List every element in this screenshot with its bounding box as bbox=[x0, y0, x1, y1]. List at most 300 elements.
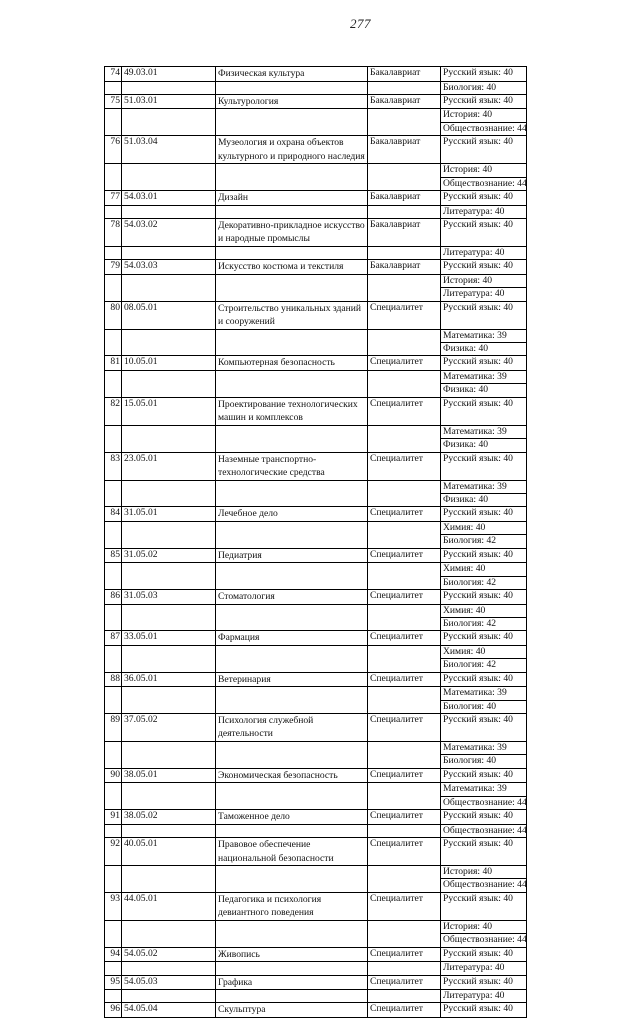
program-code-empty bbox=[122, 783, 216, 796]
program-name-empty bbox=[216, 329, 368, 342]
row-number: 85 bbox=[105, 548, 122, 563]
exam-subject-score: Биология: 42 bbox=[441, 659, 527, 672]
exam-subject-score: Биология: 40 bbox=[441, 700, 527, 713]
admission-requirements-table bbox=[104, 66, 527, 1018]
education-level: Специалитет bbox=[368, 810, 441, 825]
program-name-empty bbox=[216, 755, 368, 768]
education-level-empty bbox=[368, 205, 441, 218]
program-name-empty bbox=[216, 687, 368, 700]
row-number-empty bbox=[105, 288, 122, 301]
table-row bbox=[105, 439, 527, 452]
exam-subject-score: Физика: 40 bbox=[441, 384, 527, 397]
education-level: Специалитет bbox=[368, 713, 441, 741]
program-name-empty bbox=[216, 741, 368, 754]
exam-subject-score: Русский язык: 40 bbox=[441, 1003, 527, 1018]
education-level: Бакалавриат bbox=[368, 94, 441, 109]
program-name-empty bbox=[216, 535, 368, 548]
table-row bbox=[105, 768, 527, 783]
program-code: 38.05.02 bbox=[122, 810, 216, 825]
row-number-empty bbox=[105, 246, 122, 259]
row-number-empty bbox=[105, 439, 122, 452]
exam-subject-score: Русский язык: 40 bbox=[441, 356, 527, 371]
education-level: Специалитет bbox=[368, 838, 441, 866]
row-number: 77 bbox=[105, 191, 122, 206]
program-name-empty bbox=[216, 783, 368, 796]
table-row bbox=[105, 866, 527, 879]
education-level: Специалитет bbox=[368, 590, 441, 605]
education-level-empty bbox=[368, 480, 441, 493]
program-code: 51.03.01 bbox=[122, 94, 216, 109]
program-code-empty bbox=[122, 177, 216, 190]
row-number-empty bbox=[105, 164, 122, 177]
program-name: Музеология и охрана объектов культурного и природного наследия bbox=[216, 136, 368, 164]
program-name-empty bbox=[216, 177, 368, 190]
program-code-empty bbox=[122, 824, 216, 837]
table-row bbox=[105, 962, 527, 975]
education-level: Бакалавриат bbox=[368, 67, 441, 82]
program-name-empty bbox=[216, 700, 368, 713]
table-row bbox=[105, 191, 527, 206]
program-name-empty bbox=[216, 962, 368, 975]
program-code-empty bbox=[122, 480, 216, 493]
program-name-empty bbox=[216, 920, 368, 933]
program-code: 31.05.03 bbox=[122, 590, 216, 605]
exam-subject-score: Русский язык: 40 bbox=[441, 260, 527, 275]
table-row bbox=[105, 218, 527, 246]
education-level: Специалитет bbox=[368, 507, 441, 522]
program-code: 54.05.02 bbox=[122, 947, 216, 962]
row-number-empty bbox=[105, 494, 122, 507]
row-number: 94 bbox=[105, 947, 122, 962]
program-code: 51.03.04 bbox=[122, 136, 216, 164]
program-name: Экономическая безопасность bbox=[216, 768, 368, 783]
program-code-empty bbox=[122, 122, 216, 135]
table-row bbox=[105, 576, 527, 589]
table-row bbox=[105, 94, 527, 109]
education-level-empty bbox=[368, 755, 441, 768]
program-name-empty bbox=[216, 617, 368, 630]
program-name-empty bbox=[216, 521, 368, 534]
program-name: Таможенное дело bbox=[216, 810, 368, 825]
program-code: 36.05.01 bbox=[122, 672, 216, 687]
row-number: 93 bbox=[105, 892, 122, 920]
program-name: Психология служебной деятельности bbox=[216, 713, 368, 741]
row-number-empty bbox=[105, 879, 122, 892]
exam-subject-score: Математика: 39 bbox=[441, 329, 527, 342]
exam-subject-score: Обществознание: 44 bbox=[441, 879, 527, 892]
exam-subject-score: История: 40 bbox=[441, 109, 527, 122]
row-number: 84 bbox=[105, 507, 122, 522]
table-row bbox=[105, 164, 527, 177]
table-row bbox=[105, 796, 527, 809]
row-number-empty bbox=[105, 274, 122, 287]
program-code-empty bbox=[122, 563, 216, 576]
education-level-empty bbox=[368, 604, 441, 617]
exam-subject-score: Химия: 40 bbox=[441, 604, 527, 617]
row-number-empty bbox=[105, 109, 122, 122]
program-name: Ветеринария bbox=[216, 672, 368, 687]
program-name-empty bbox=[216, 384, 368, 397]
education-level-empty bbox=[368, 563, 441, 576]
row-number-empty bbox=[105, 535, 122, 548]
education-level-empty bbox=[368, 645, 441, 658]
program-name: Проектирование технологических машин и комплексов bbox=[216, 397, 368, 425]
education-level: Бакалавриат bbox=[368, 218, 441, 246]
table-row bbox=[105, 783, 527, 796]
exam-subject-score: Биология: 40 bbox=[441, 755, 527, 768]
education-level-empty bbox=[368, 246, 441, 259]
table-row bbox=[105, 452, 527, 480]
row-number: 74 bbox=[105, 67, 122, 82]
education-level: Бакалавриат bbox=[368, 260, 441, 275]
row-number-empty bbox=[105, 755, 122, 768]
education-level-empty bbox=[368, 494, 441, 507]
exam-subject-score: Обществознание: 44 bbox=[441, 177, 527, 190]
program-name-empty bbox=[216, 796, 368, 809]
row-number-empty bbox=[105, 920, 122, 933]
row-number-empty bbox=[105, 480, 122, 493]
exam-subject-score: Математика: 39 bbox=[441, 741, 527, 754]
row-number: 91 bbox=[105, 810, 122, 825]
program-code: 44.05.01 bbox=[122, 892, 216, 920]
program-name-empty bbox=[216, 109, 368, 122]
row-number: 75 bbox=[105, 94, 122, 109]
program-name-empty bbox=[216, 934, 368, 947]
exam-subject-score: Математика: 39 bbox=[441, 480, 527, 493]
program-code-empty bbox=[122, 425, 216, 438]
education-level: Специалитет bbox=[368, 1003, 441, 1018]
table-row bbox=[105, 590, 527, 605]
exam-subject-score: Литература: 40 bbox=[441, 246, 527, 259]
education-level-empty bbox=[368, 687, 441, 700]
row-number: 83 bbox=[105, 452, 122, 480]
row-number-empty bbox=[105, 343, 122, 356]
table-row bbox=[105, 975, 527, 990]
exam-subject-score: Обществознание: 44 bbox=[441, 934, 527, 947]
education-level-empty bbox=[368, 425, 441, 438]
exam-subject-score: Русский язык: 40 bbox=[441, 975, 527, 990]
row-number: 81 bbox=[105, 356, 122, 371]
program-name-empty bbox=[216, 576, 368, 589]
table-row bbox=[105, 425, 527, 438]
table-row bbox=[105, 879, 527, 892]
exam-subject-score: Русский язык: 40 bbox=[441, 94, 527, 109]
row-number-empty bbox=[105, 990, 122, 1003]
table-row bbox=[105, 122, 527, 135]
education-level: Специалитет bbox=[368, 947, 441, 962]
table-row bbox=[105, 563, 527, 576]
education-level-empty bbox=[368, 990, 441, 1003]
education-level: Специалитет bbox=[368, 631, 441, 646]
table-row bbox=[105, 700, 527, 713]
exam-subject-score: Русский язык: 40 bbox=[441, 713, 527, 741]
program-code-empty bbox=[122, 109, 216, 122]
row-number: 87 bbox=[105, 631, 122, 646]
table-row bbox=[105, 548, 527, 563]
program-name-empty bbox=[216, 370, 368, 383]
exam-subject-score: Литература: 40 bbox=[441, 962, 527, 975]
exam-subject-score: Математика: 39 bbox=[441, 783, 527, 796]
table-row bbox=[105, 920, 527, 933]
program-name-empty bbox=[216, 645, 368, 658]
exam-subject-score: Русский язык: 40 bbox=[441, 810, 527, 825]
program-name: Графика bbox=[216, 975, 368, 990]
row-number: 80 bbox=[105, 301, 122, 329]
table-row bbox=[105, 480, 527, 493]
program-code-empty bbox=[122, 384, 216, 397]
program-code: 38.05.01 bbox=[122, 768, 216, 783]
exam-subject-score: Русский язык: 40 bbox=[441, 507, 527, 522]
program-code-empty bbox=[122, 645, 216, 658]
table-row bbox=[105, 659, 527, 672]
education-level-empty bbox=[368, 700, 441, 713]
row-number-empty bbox=[105, 687, 122, 700]
exam-subject-score: Физика: 40 bbox=[441, 343, 527, 356]
education-level: Специалитет bbox=[368, 356, 441, 371]
program-code-empty bbox=[122, 439, 216, 452]
exam-subject-score: Математика: 39 bbox=[441, 687, 527, 700]
program-name: Физическая культура bbox=[216, 67, 368, 82]
education-level: Специалитет bbox=[368, 975, 441, 990]
row-number-empty bbox=[105, 824, 122, 837]
program-name-empty bbox=[216, 205, 368, 218]
education-level: Бакалавриат bbox=[368, 191, 441, 206]
exam-subject-score: Русский язык: 40 bbox=[441, 947, 527, 962]
row-number-empty bbox=[105, 329, 122, 342]
program-name: Искусство костюма и текстиля bbox=[216, 260, 368, 275]
table-row bbox=[105, 838, 527, 866]
exam-subject-score: Русский язык: 40 bbox=[441, 452, 527, 480]
table-row bbox=[105, 494, 527, 507]
table-row bbox=[105, 370, 527, 383]
row-number: 90 bbox=[105, 768, 122, 783]
row-number-empty bbox=[105, 866, 122, 879]
program-code-empty bbox=[122, 521, 216, 534]
program-code: 15.05.01 bbox=[122, 397, 216, 425]
table-row bbox=[105, 934, 527, 947]
exam-subject-score: Биология: 42 bbox=[441, 576, 527, 589]
row-number-empty bbox=[105, 122, 122, 135]
row-number-empty bbox=[105, 384, 122, 397]
row-number: 78 bbox=[105, 218, 122, 246]
education-level: Специалитет bbox=[368, 452, 441, 480]
education-level-empty bbox=[368, 920, 441, 933]
education-level: Специалитет bbox=[368, 301, 441, 329]
program-code: 31.05.01 bbox=[122, 507, 216, 522]
program-name: Строительство уникальных зданий и сооружений bbox=[216, 301, 368, 329]
program-name-empty bbox=[216, 494, 368, 507]
row-number: 86 bbox=[105, 590, 122, 605]
exam-subject-score: Биология: 42 bbox=[441, 535, 527, 548]
table-row bbox=[105, 672, 527, 687]
program-code-empty bbox=[122, 494, 216, 507]
education-level: Специалитет bbox=[368, 672, 441, 687]
education-level-empty bbox=[368, 521, 441, 534]
table-row bbox=[105, 521, 527, 534]
table-row bbox=[105, 260, 527, 275]
exam-subject-score: Химия: 40 bbox=[441, 645, 527, 658]
exam-subject-score: История: 40 bbox=[441, 866, 527, 879]
row-number-empty bbox=[105, 617, 122, 630]
exam-subject-score: Физика: 40 bbox=[441, 439, 527, 452]
program-name: Стоматология bbox=[216, 590, 368, 605]
program-name: Лечебное дело bbox=[216, 507, 368, 522]
program-code: 33.05.01 bbox=[122, 631, 216, 646]
education-level-empty bbox=[368, 659, 441, 672]
row-number-empty bbox=[105, 370, 122, 383]
table-row bbox=[105, 631, 527, 646]
program-code-empty bbox=[122, 205, 216, 218]
education-level-empty bbox=[368, 741, 441, 754]
program-code-empty bbox=[122, 700, 216, 713]
program-code-empty bbox=[122, 535, 216, 548]
program-name-empty bbox=[216, 659, 368, 672]
table-row bbox=[105, 507, 527, 522]
row-number: 76 bbox=[105, 136, 122, 164]
program-name: Наземные транспортно-технологические средства bbox=[216, 452, 368, 480]
table-row bbox=[105, 246, 527, 259]
program-name-empty bbox=[216, 866, 368, 879]
row-number-empty bbox=[105, 521, 122, 534]
table-row bbox=[105, 947, 527, 962]
page-number: 277 bbox=[350, 16, 371, 31]
exam-subject-score: Русский язык: 40 bbox=[441, 631, 527, 646]
program-code: 49.03.01 bbox=[122, 67, 216, 82]
row-number: 82 bbox=[105, 397, 122, 425]
program-code: 31.05.02 bbox=[122, 548, 216, 563]
program-name-empty bbox=[216, 81, 368, 94]
table-body bbox=[105, 67, 527, 1018]
exam-subject-score: Русский язык: 40 bbox=[441, 301, 527, 329]
row-number-empty bbox=[105, 962, 122, 975]
program-name-empty bbox=[216, 604, 368, 617]
education-level-empty bbox=[368, 879, 441, 892]
table-row bbox=[105, 713, 527, 741]
program-code-empty bbox=[122, 659, 216, 672]
program-code: 54.05.03 bbox=[122, 975, 216, 990]
program-name: Компьютерная безопасность bbox=[216, 356, 368, 371]
program-code-empty bbox=[122, 755, 216, 768]
education-level-empty bbox=[368, 329, 441, 342]
row-number-empty bbox=[105, 177, 122, 190]
program-code: 40.05.01 bbox=[122, 838, 216, 866]
education-level-empty bbox=[368, 177, 441, 190]
row-number-empty bbox=[105, 576, 122, 589]
exam-subject-score: Русский язык: 40 bbox=[441, 768, 527, 783]
table-row bbox=[105, 356, 527, 371]
exam-subject-score: Русский язык: 40 bbox=[441, 67, 527, 82]
table-row bbox=[105, 343, 527, 356]
exam-subject-score: Математика: 39 bbox=[441, 425, 527, 438]
education-level-empty bbox=[368, 962, 441, 975]
education-level: Бакалавриат bbox=[368, 136, 441, 164]
program-code: 23.05.01 bbox=[122, 452, 216, 480]
program-code-empty bbox=[122, 576, 216, 589]
program-code-empty bbox=[122, 164, 216, 177]
program-name-empty bbox=[216, 288, 368, 301]
program-name-empty bbox=[216, 824, 368, 837]
education-level-empty bbox=[368, 783, 441, 796]
education-level-empty bbox=[368, 824, 441, 837]
education-level-empty bbox=[368, 274, 441, 287]
education-level: Специалитет bbox=[368, 548, 441, 563]
program-code-empty bbox=[122, 246, 216, 259]
education-level-empty bbox=[368, 164, 441, 177]
table-row bbox=[105, 136, 527, 164]
program-name: Культурология bbox=[216, 94, 368, 109]
program-code-empty bbox=[122, 370, 216, 383]
education-level-empty bbox=[368, 617, 441, 630]
program-name-empty bbox=[216, 425, 368, 438]
program-code: 10.05.01 bbox=[122, 356, 216, 371]
education-level-empty bbox=[368, 535, 441, 548]
program-name-empty bbox=[216, 343, 368, 356]
program-name-empty bbox=[216, 879, 368, 892]
program-code-empty bbox=[122, 329, 216, 342]
program-code: 54.05.04 bbox=[122, 1003, 216, 1018]
education-level-empty bbox=[368, 934, 441, 947]
program-name-empty bbox=[216, 563, 368, 576]
program-name: Правовое обеспечение национальной безопасности bbox=[216, 838, 368, 866]
program-code-empty bbox=[122, 617, 216, 630]
table-row bbox=[105, 604, 527, 617]
program-name: Педиатрия bbox=[216, 548, 368, 563]
exam-subject-score: Физика: 40 bbox=[441, 494, 527, 507]
table-row bbox=[105, 177, 527, 190]
education-level-empty bbox=[368, 370, 441, 383]
program-code: 37.05.02 bbox=[122, 713, 216, 741]
table-row bbox=[105, 384, 527, 397]
exam-subject-score: Русский язык: 40 bbox=[441, 838, 527, 866]
table-row bbox=[105, 687, 527, 700]
program-code-empty bbox=[122, 879, 216, 892]
program-name-empty bbox=[216, 480, 368, 493]
program-name: Живопись bbox=[216, 947, 368, 962]
table-row bbox=[105, 301, 527, 329]
row-number-empty bbox=[105, 934, 122, 947]
row-number-empty bbox=[105, 563, 122, 576]
row-number-empty bbox=[105, 700, 122, 713]
program-name: Педагогика и психология девиантного поведения bbox=[216, 892, 368, 920]
row-number: 95 bbox=[105, 975, 122, 990]
row-number: 79 bbox=[105, 260, 122, 275]
program-code-empty bbox=[122, 274, 216, 287]
exam-subject-score: Литература: 40 bbox=[441, 990, 527, 1003]
exam-subject-score: История: 40 bbox=[441, 164, 527, 177]
program-name: Фармация bbox=[216, 631, 368, 646]
exam-subject-score: Русский язык: 40 bbox=[441, 191, 527, 206]
row-number-empty bbox=[105, 659, 122, 672]
exam-subject-score: Химия: 40 bbox=[441, 563, 527, 576]
program-name-empty bbox=[216, 439, 368, 452]
program-name-empty bbox=[216, 122, 368, 135]
table-row bbox=[105, 990, 527, 1003]
exam-subject-score: История: 40 bbox=[441, 920, 527, 933]
exam-subject-score: Химия: 40 bbox=[441, 521, 527, 534]
table-row bbox=[105, 67, 527, 82]
row-number: 92 bbox=[105, 838, 122, 866]
program-code-empty bbox=[122, 920, 216, 933]
row-number-empty bbox=[105, 205, 122, 218]
program-code-empty bbox=[122, 962, 216, 975]
table-row bbox=[105, 81, 527, 94]
exam-subject-score: Русский язык: 40 bbox=[441, 672, 527, 687]
education-level: Специалитет bbox=[368, 892, 441, 920]
program-code-empty bbox=[122, 990, 216, 1003]
education-level-empty bbox=[368, 109, 441, 122]
program-code-empty bbox=[122, 687, 216, 700]
table-row bbox=[105, 755, 527, 768]
